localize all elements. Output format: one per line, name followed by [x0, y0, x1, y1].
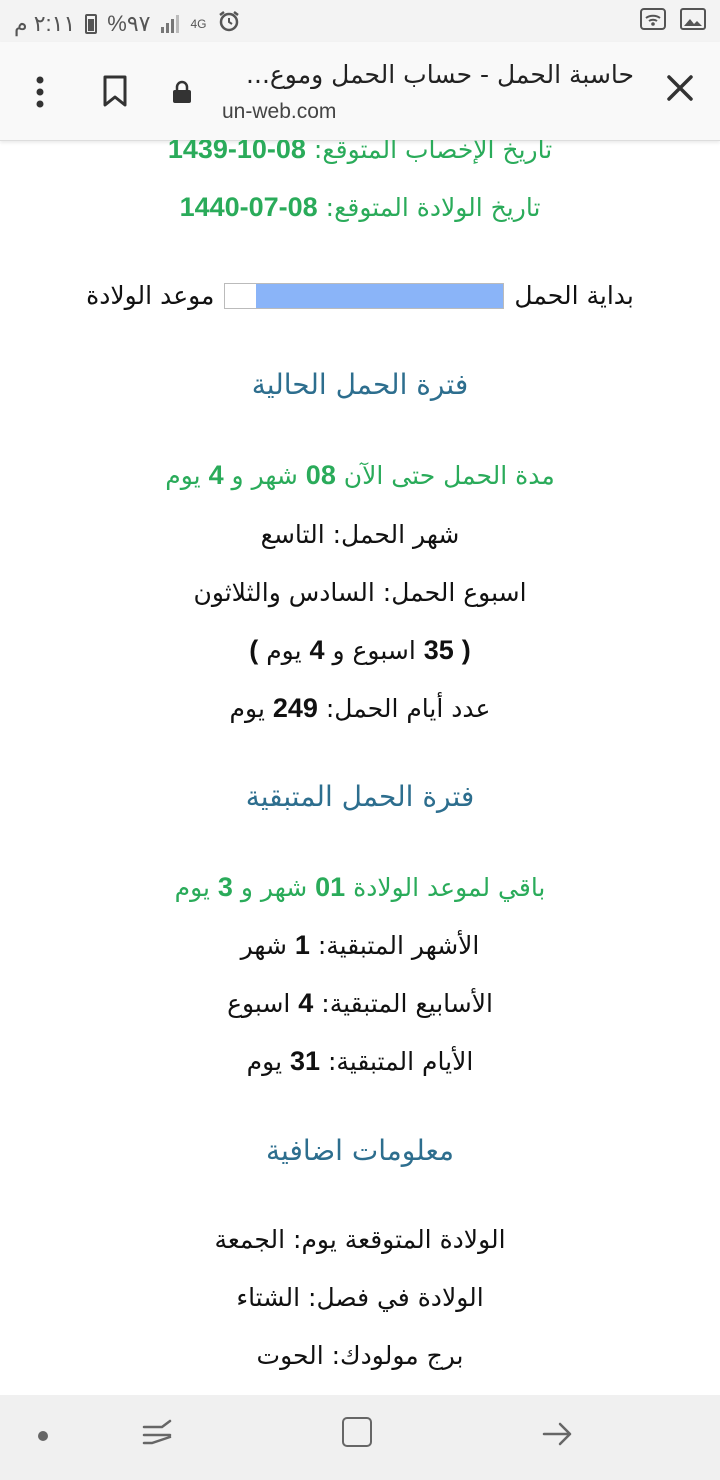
back-arrow-icon[interactable]: [540, 1417, 574, 1451]
weeks-days-unit: يوم: [266, 636, 302, 665]
pregnancy-week-line: اسبوع الحمل: السادس والثلاثون: [193, 578, 527, 607]
current-summary: [0, 460, 720, 491]
remaining-days-value-unit: يوم: [246, 1047, 283, 1076]
page-title: حاسبة الحمل - حساب الحمل وموع...: [246, 60, 634, 89]
status-right: [640, 8, 706, 36]
battery-icon: [85, 14, 97, 34]
current-days: 4: [208, 460, 224, 490]
extra-info-heading: معلومات اضافية: [266, 1134, 454, 1167]
gallery-icon: [680, 8, 706, 36]
remaining-summary-prefix: باقي لموعد الولادة: [353, 873, 546, 902]
remaining-days: 3: [217, 872, 233, 902]
wifi-icon: [640, 8, 666, 36]
remaining-months-value: 1: [294, 930, 310, 960]
total-days-line: [0, 693, 720, 724]
ovulation-date-line: [0, 140, 720, 165]
more-menu-icon[interactable]: [28, 74, 52, 110]
remaining-days-unit: يوم: [174, 873, 210, 902]
progress-start-label: بداية الحمل: [514, 281, 634, 310]
open-paren: (: [461, 635, 471, 665]
battery-level: %٩٧: [107, 11, 151, 36]
pregnancy-month-line: شهر الحمل: التاسع: [260, 520, 460, 549]
remaining-weeks-label: الأسابيع المتبقية:: [321, 989, 493, 1018]
lock-icon: [172, 80, 192, 104]
home-button-icon[interactable]: [342, 1417, 372, 1447]
birth-season-line: الولادة في فصل: الشتاء: [236, 1283, 484, 1312]
bookmark-icon[interactable]: [102, 74, 128, 108]
browser-toolbar: [0, 42, 720, 141]
signal-icon: [161, 15, 181, 33]
birth-date-label: تاريخ الولادة المتوقع:: [325, 193, 541, 222]
close-icon: [664, 72, 696, 104]
remaining-months-unit: شهر و: [240, 873, 308, 902]
current-period-heading: فترة الحمل الحالية: [251, 368, 469, 401]
page-content: [0, 140, 720, 1395]
remaining-period-heading: فترة الحمل المتبقية: [245, 780, 475, 813]
weeks-number: 35: [423, 635, 454, 665]
progress-bar-fill: [256, 284, 503, 308]
total-days-value: 249: [272, 693, 318, 723]
network-type: 4G: [190, 17, 207, 31]
ovulation-value: 1439-10-08: [167, 140, 306, 164]
remaining-days-value: 31: [289, 1046, 321, 1076]
current-summary-prefix: مدة الحمل حتى الآن: [343, 461, 555, 490]
weeks-days-number: 4: [309, 635, 325, 665]
remaining-months-value-unit: شهر: [240, 931, 287, 960]
remaining-weeks-value-unit: اسبوع: [227, 989, 291, 1018]
remaining-months-line: [0, 930, 720, 961]
nav-indicator-dot[interactable]: [38, 1431, 48, 1441]
remaining-weeks-value: 4: [298, 988, 314, 1018]
birth-date-value: 1440-07-08: [179, 192, 318, 222]
remaining-months-label: الأشهر المتبقية:: [317, 931, 480, 960]
system-nav-bar: [0, 1395, 720, 1480]
remaining-days-line: [0, 1046, 720, 1077]
status-left: [14, 9, 241, 39]
total-days-label: عدد أيام الحمل:: [325, 694, 491, 723]
pregnancy-progress: [0, 281, 720, 310]
current-months: 08: [305, 460, 336, 490]
alarm-icon: [217, 9, 241, 39]
page-url[interactable]: un-web.com: [222, 100, 337, 123]
birth-day-line: الولادة المتوقعة يوم: الجمعة: [214, 1225, 506, 1254]
current-days-unit: يوم: [165, 461, 201, 490]
weeks-unit: اسبوع و: [332, 636, 416, 665]
remaining-months: 01: [315, 872, 346, 902]
status-bar: [0, 0, 720, 42]
clock: ٢:١١ م: [14, 11, 76, 36]
remaining-weeks-line: [0, 988, 720, 1019]
recent-apps-icon[interactable]: [140, 1417, 174, 1451]
weeks-days-line: [0, 635, 720, 666]
remaining-days-label: الأيام المتبقية:: [327, 1047, 474, 1076]
ovulation-label: تاريخ الإخصاب المتوقع:: [313, 140, 553, 164]
progress-end-label: موعد الولادة: [86, 281, 215, 310]
total-days-unit: يوم: [229, 694, 265, 723]
close-paren: ): [249, 635, 259, 665]
close-tab-button[interactable]: [664, 72, 696, 104]
birth-date-line: [0, 192, 720, 223]
zodiac-line: برج مولودك: الحوت: [256, 1341, 464, 1370]
remaining-summary: [0, 872, 720, 903]
current-months-unit: شهر و: [231, 461, 298, 490]
progress-bar: [224, 283, 504, 309]
